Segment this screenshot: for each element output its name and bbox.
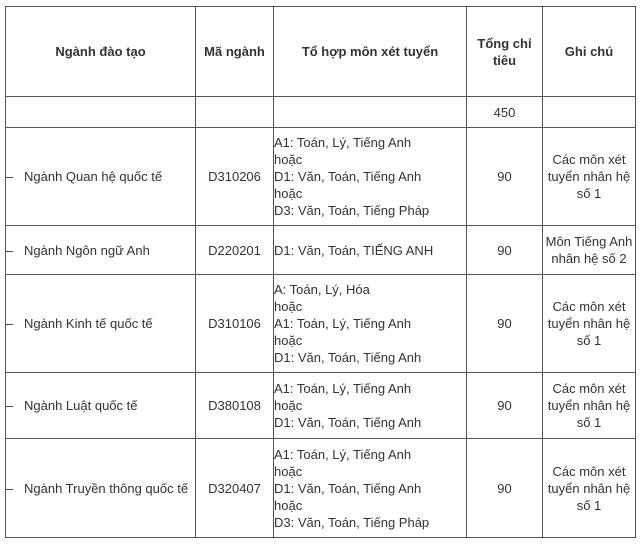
code-cell: D310206	[196, 128, 274, 226]
combination-line: D3: Văn, Toán, Tiếng Pháp	[274, 203, 430, 218]
note-cell	[543, 128, 636, 226]
major-cell	[6, 226, 196, 275]
major-cell	[6, 128, 196, 226]
note-cell	[543, 275, 636, 373]
table-row	[6, 373, 636, 439]
note-line: Môn Tiếng Anh	[545, 234, 633, 249]
note-line: số 1	[576, 333, 602, 348]
note-line: số 1	[576, 497, 602, 513]
major-cell	[6, 373, 196, 439]
note-line: Các môn xét	[552, 152, 626, 167]
table-row	[6, 128, 636, 226]
combination-cell	[274, 128, 467, 226]
header-combination: Tổ hợp môn xét tuyển	[274, 7, 467, 97]
combination-line: D1: Văn, Toán, Tiếng Anh	[274, 169, 422, 184]
total-code-cell	[196, 97, 274, 128]
quota-cell: 90	[467, 128, 543, 226]
bullet-dash: –	[6, 169, 14, 184]
combination-line: D1: Văn, Toán, Tiếng Anh	[274, 415, 422, 430]
table-row	[6, 275, 636, 373]
major-name: Ngành Kinh tế quốc tế	[24, 316, 153, 331]
note-line: số 1	[576, 415, 602, 430]
major-name: Ngành Quan hệ quốc tế	[24, 169, 163, 184]
combination-line: hoặc	[274, 186, 303, 201]
major-name: Ngành Luật quốc tế	[24, 398, 138, 413]
combination-cell	[274, 226, 467, 275]
bullet-dash: –	[6, 316, 14, 331]
major-name: Ngành Truyền thông quốc tế	[24, 480, 189, 496]
header-row	[6, 7, 636, 97]
combination-line: hoặc	[274, 333, 303, 348]
code-cell: D320407	[196, 439, 274, 538]
table-row	[6, 226, 636, 275]
note-line: tuyển nhân hệ	[547, 480, 631, 496]
major-cell	[6, 275, 196, 373]
note-line: Các môn xét	[552, 381, 626, 396]
header-quota-line: tiêu	[492, 52, 517, 68]
note-cell	[543, 226, 636, 275]
code-cell: D310106	[196, 275, 274, 373]
total-note-cell	[543, 97, 636, 128]
header-code: Mã ngành	[196, 7, 274, 97]
note-line: tuyển nhân hệ	[547, 398, 631, 413]
combination-line: D1: Văn, Toán, TIẾNG ANH	[274, 242, 434, 258]
combination-cell	[274, 439, 467, 538]
combination-line: D1: Văn, Toán, Tiếng Anh	[274, 480, 422, 496]
note-line: Các môn xét	[552, 299, 626, 314]
combination-line: D3: Văn, Toán, Tiếng Pháp	[274, 514, 430, 530]
combination-cell	[274, 373, 467, 439]
combination-line: A1: Toán, Lý, Tiếng Anh	[274, 446, 412, 462]
bullet-dash: –	[6, 480, 14, 496]
total-row	[6, 97, 636, 128]
bullet-dash: –	[6, 398, 14, 413]
note-line: số 1	[576, 186, 602, 201]
total-combination-cell	[274, 97, 467, 128]
combination-line: hoặc	[274, 152, 303, 167]
combination-line: hoặc	[274, 497, 303, 513]
quota-cell: 90	[467, 439, 543, 538]
note-line: tuyển nhân hệ	[547, 316, 631, 331]
note-cell	[543, 373, 636, 439]
header-note: Ghi chú	[543, 7, 636, 97]
header-quota-line: Tổng chỉ	[477, 35, 532, 51]
code-cell: D220201	[196, 226, 274, 275]
bullet-dash: –	[6, 242, 14, 258]
combination-cell	[274, 275, 467, 373]
quota-cell: 90	[467, 275, 543, 373]
total-quota-cell: 450	[467, 97, 543, 128]
combination-line: A: Toán, Lý, Hóa	[274, 282, 370, 297]
quota-cell: 90	[467, 373, 543, 439]
combination-line: A1: Toán, Lý, Tiếng Anh	[274, 381, 412, 396]
combination-line: hoặc	[274, 299, 303, 314]
header-quota	[467, 7, 543, 97]
major-cell	[6, 439, 196, 538]
quota-cell: 90	[467, 226, 543, 275]
table-row	[6, 439, 636, 538]
combination-line: hoặc	[274, 398, 303, 413]
combination-line: hoặc	[274, 463, 303, 479]
note-line: Các môn xét	[552, 463, 626, 479]
note-cell	[543, 439, 636, 538]
major-name: Ngành Ngôn ngữ Anh	[24, 242, 150, 258]
total-major-cell	[6, 97, 196, 128]
code-cell: D380108	[196, 373, 274, 439]
header-major: Ngành đào tạo	[6, 7, 196, 97]
combination-line: A1: Toán, Lý, Tiếng Anh	[274, 316, 412, 331]
admissions-table	[5, 6, 636, 538]
note-line: nhân hệ số 2	[551, 251, 627, 266]
combination-line: A1: Toán, Lý, Tiếng Anh	[274, 135, 412, 150]
combination-line: D1: Văn, Toán, Tiếng Anh	[274, 350, 422, 365]
note-line: tuyển nhân hệ	[547, 169, 631, 184]
